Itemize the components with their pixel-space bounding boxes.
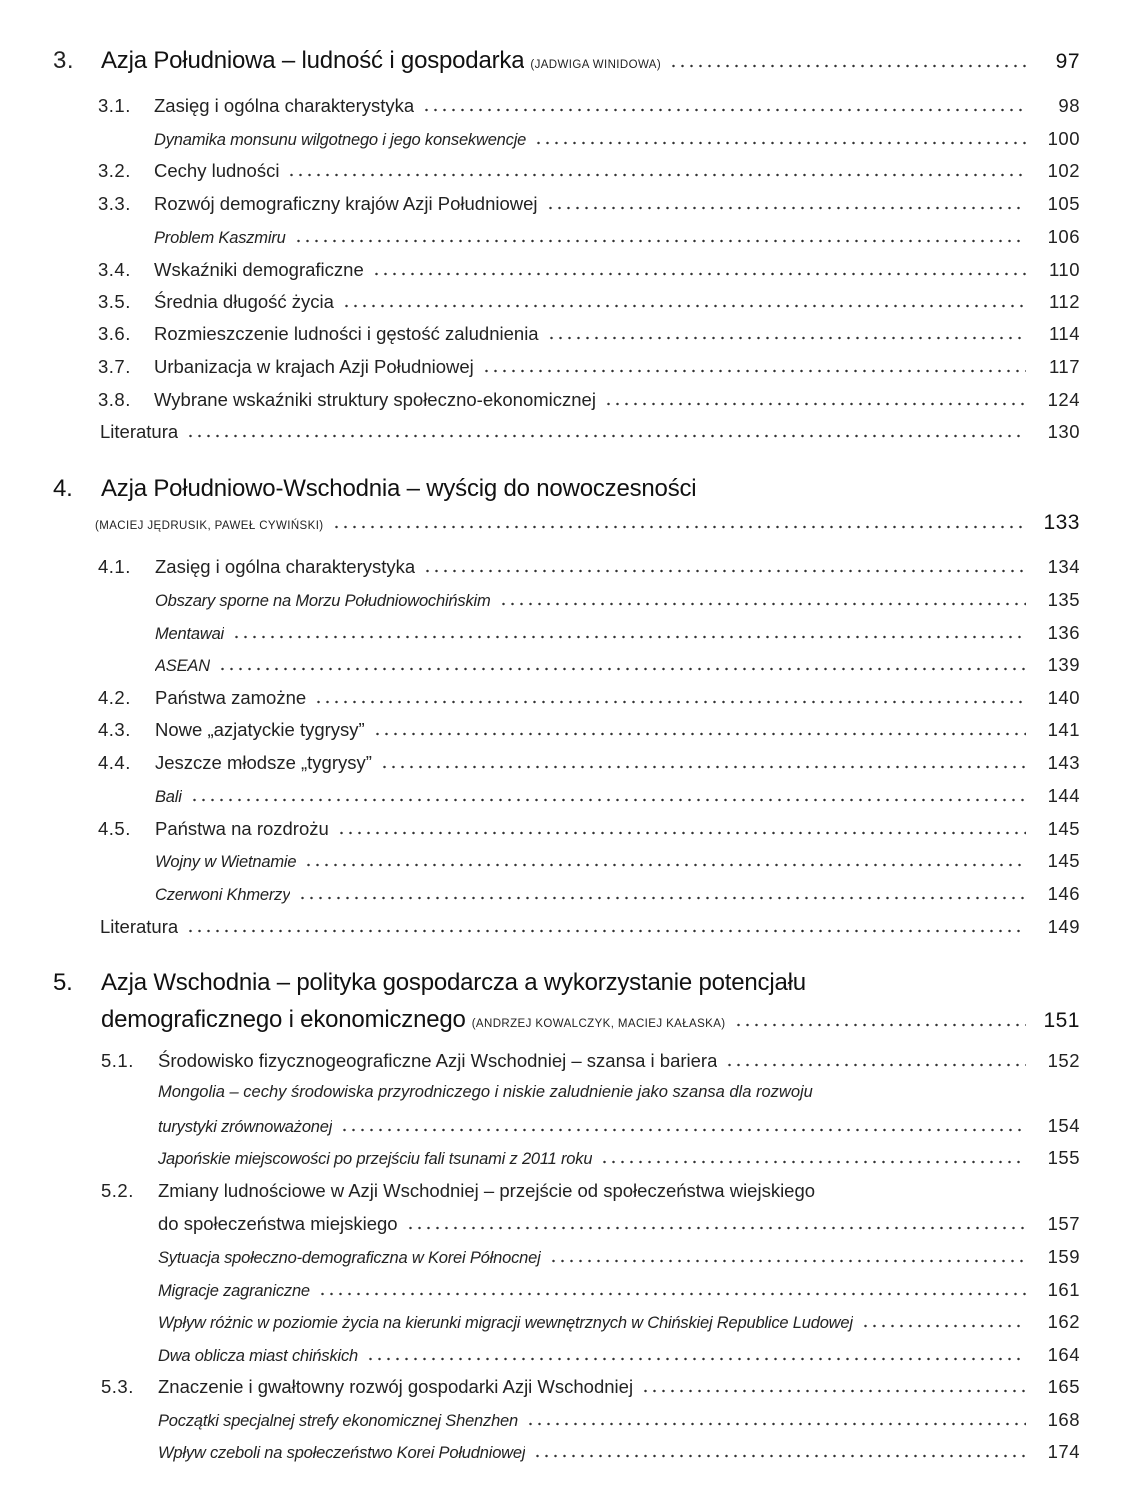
toc-entry [0,589,1124,611]
dot-leader [316,1282,1026,1296]
toc-entry-label: Literatura [100,916,179,937]
toc-entry-label: do społeczeństwa miejskiego [158,1213,398,1234]
dot-leader [335,821,1026,835]
dot-leader [378,755,1026,769]
dot-leader [602,392,1026,406]
toc-entry [0,1376,1124,1398]
chapter-title-line1: Azja Wschodnia – polityka gospodarcza a wykorzystanie potencjału [101,969,806,996]
dot-leader [340,294,1026,308]
section-number: 4.2. [98,687,131,708]
page-number: 100 [1047,128,1080,149]
dot-leader [723,1053,1026,1067]
section-number: 5.2. [101,1180,134,1201]
section-number: 3.6. [98,323,131,344]
page-number: 133 [1043,511,1080,534]
toc-entry-label: ASEAN [155,657,210,675]
toc-entry [0,193,1124,215]
toc-entry-label: turystyki zrównoważonej [158,1118,333,1136]
chapter-authors: (JADWIGA WINIDOWA) [530,59,662,71]
page-number: 164 [1047,1344,1080,1365]
toc-entry-label: Migracje zagraniczne [158,1282,310,1300]
toc-entry-label: Obszary sporne na Morzu Południowochińskim [155,592,491,610]
chapter-number: 3. [53,47,75,74]
chapter-number: 5. [53,969,73,996]
section-number: 3.8. [98,389,131,410]
toc-entry [0,850,1124,872]
page-number: 112 [1049,291,1080,312]
dot-leader [184,424,1026,438]
toc-entry [0,719,1124,741]
toc-entry-label: Rozmieszczenie ludności i gęstość zaludnienia [154,323,539,344]
page-number: 143 [1047,752,1080,773]
dot-leader [859,1314,1026,1328]
toc-entry [0,556,1124,578]
section-number: 3.7. [98,356,131,377]
toc-entry-label: Zasięg i ogólna charakterystyka [154,95,415,116]
page-number: 114 [1049,323,1080,344]
toc-entry [0,1279,1124,1301]
toc-entry [0,1246,1124,1268]
section-number: 5.1. [101,1050,134,1071]
toc-entry [0,687,1124,709]
toc-entry-label: Literatura [100,421,179,442]
dot-leader [285,163,1026,177]
page-number: 136 [1047,622,1080,643]
page-number: 144 [1047,785,1080,806]
toc-entry [0,356,1124,378]
page-number: 152 [1047,1050,1080,1071]
toc-entry-label: Państwa na rozdrożu [155,818,329,839]
section-number: 4.4. [98,752,131,773]
toc-entry-label: Jeszcze młodsze „tygrysy” [155,752,372,773]
toc-entry [0,1213,1124,1235]
toc-entry [0,1441,1124,1463]
toc-entry-label: Średnia długość życia [154,291,334,312]
toc-entry [0,259,1124,281]
toc-entry [0,1115,1124,1137]
dot-leader [420,98,1026,112]
dot-leader [296,886,1026,900]
page-number: 134 [1047,556,1080,577]
chapter-title: Azja Południowa – ludność i gospodarka [101,47,525,74]
dot-leader [188,788,1026,802]
section-number: 3.3. [98,193,131,214]
page-number: 149 [1047,916,1080,937]
toc-entry-label: Znaczenie i gwałtowny rozwój gospodarki Azji Wschodniej [158,1376,634,1397]
toc-entry-label: Cechy ludności [154,160,280,181]
toc-entry-label: Problem Kaszmiru [154,229,286,247]
toc-entry-label: Początki specjalnej strefy ekonomicznej Shenzhen [158,1412,519,1430]
dot-leader [338,1118,1026,1132]
toc-entry-line1 [158,1083,813,1102]
dot-leader [732,1013,1026,1027]
page-number: 151 [1043,1009,1080,1032]
toc-entry [0,421,1124,443]
page-number: 145 [1047,850,1080,871]
dot-leader [404,1216,1026,1230]
dot-leader [667,54,1026,68]
page-number: 124 [1047,389,1080,410]
chapter-title-line2: demograficznego i ekonomicznego [101,1006,466,1033]
dot-leader [531,1444,1026,1458]
page-number: 98 [1058,95,1080,116]
page-number: 106 [1047,226,1080,247]
toc-entry-label: Bali [155,788,182,806]
toc-entry [0,654,1124,676]
toc-entry-label: Wskaźniki demograficzne [154,259,364,280]
page-number: 157 [1047,1213,1080,1234]
dot-leader [330,515,1026,529]
toc-entry-line1 [101,1180,816,1202]
chapter-authors-row [0,511,1124,535]
section-number: 5.3. [101,1376,134,1397]
section-number: 4.5. [98,818,131,839]
page-number: 154 [1047,1115,1080,1136]
toc-entry-label: Urbanizacja w krajach Azji Południowej [154,356,474,377]
toc-entry [0,818,1124,840]
page-number: 140 [1047,687,1080,708]
toc-entry-label: Zasięg i ogólna charakterystyka [155,556,416,577]
page-number: 139 [1047,654,1080,675]
toc-entry-label: Rozwój demograficzny krajów Azji Południowej [154,193,538,214]
dot-leader [230,625,1026,639]
toc-entry [0,323,1124,345]
toc-entry [0,1147,1124,1169]
toc-entry-label: Wpływ różnic w poziomie życia na kierunki migracji wewnętrznych w Chińskiej Republice Ludowej [158,1314,853,1332]
chapter-authors: (MACIEJ JĘDRUSIK, PAWEŁ CYWIŃSKI) [95,520,324,532]
page-number: 155 [1047,1147,1080,1168]
chapter-title-line2-row [0,1006,1124,1034]
toc-entry [0,226,1124,248]
page-number: 102 [1047,160,1080,181]
toc-entry [0,291,1124,313]
page-number: 162 [1047,1311,1080,1332]
section-number: 3.4. [98,259,131,280]
section-number: 3.1. [98,95,131,116]
page-number: 135 [1047,589,1080,610]
toc-entry [0,752,1124,774]
page-number: 141 [1047,719,1080,740]
toc-entry [0,916,1124,938]
dot-leader [545,326,1026,340]
page-number: 117 [1049,356,1080,377]
toc-entry-label: Nowe „azjatyckie tygrysy” [155,719,365,740]
toc-entry-label: Japońskie miejscowości po przejściu fali tsunami z 2011 roku [158,1150,593,1168]
toc-entry-label: Państwa zamożne [155,687,307,708]
page-number: 105 [1047,193,1080,214]
chapter-number: 4. [53,475,73,502]
page-number: 159 [1047,1246,1080,1267]
toc-entry-label: Środowisko fizycznogeograficzne Azji Wschodniej – szansa i bariera [158,1050,718,1071]
page-number: 97 [1055,50,1080,73]
toc-entry-label: Wpływ czeboli na społeczeństwo Korei Południowej [158,1444,526,1462]
page-number: 165 [1047,1376,1080,1397]
page-number: 130 [1047,421,1080,442]
page-number: 110 [1049,259,1080,280]
dot-leader [497,592,1026,606]
toc-entry-label: Mentawai [155,625,225,643]
page-number: 168 [1047,1409,1080,1430]
dot-leader [598,1150,1026,1164]
dot-leader [532,131,1026,145]
toc-entry-text: Mongolia – cechy środowiska przyrodniczego i niskie zaludnienie jako szansa dla rozwoju [158,1083,813,1101]
toc-entry [0,95,1124,117]
dot-leader [292,229,1026,243]
chapter-heading [0,47,1124,75]
page-number: 161 [1047,1279,1080,1300]
toc-entry [0,1311,1124,1333]
dot-leader [524,1412,1026,1426]
dot-leader [544,196,1026,210]
dot-leader [216,657,1026,671]
chapter-title: Azja Południowo-Wschodnia – wyścig do nowoczesności [101,475,697,502]
toc-entry [0,1050,1124,1072]
toc-entry-label: Czerwoni Khmerzy [155,886,291,904]
section-number: 3.5. [98,291,131,312]
toc-entry-text: Zmiany ludnościowe w Azji Wschodniej – przejście od społeczeństwa wiejskiego [158,1180,816,1201]
page-number: 174 [1047,1441,1080,1462]
toc-entry-label: Wybrane wskaźniki struktury społeczno-ekonomicznej [154,389,596,410]
dot-leader [364,1347,1026,1361]
toc-entry-label: Dwa oblicza miast chińskich [158,1347,359,1365]
page-number: 146 [1047,883,1080,904]
dot-leader [639,1379,1026,1393]
toc-entry [0,883,1124,905]
toc-entry [0,622,1124,644]
section-number: 4.3. [98,719,131,740]
toc-entry [0,389,1124,411]
dot-leader [312,690,1026,704]
dot-leader [370,262,1026,276]
toc-entry [0,785,1124,807]
section-number: 4.1. [98,556,131,577]
toc-entry-label: Dynamika monsunu wilgotnego i jego konsekwencje [154,131,527,149]
dot-leader [421,559,1026,573]
toc-entry [0,1409,1124,1431]
dot-leader [184,919,1026,933]
toc-entry [0,128,1124,150]
dot-leader [371,722,1026,736]
toc-entry [0,1344,1124,1366]
section-number: 3.2. [98,160,131,181]
page-number: 145 [1047,818,1080,839]
toc-entry-label: Wojny w Wietnamie [155,853,297,871]
toc-entry [0,160,1124,182]
dot-leader [547,1249,1026,1263]
dot-leader [480,359,1026,373]
dot-leader [302,853,1026,867]
chapter-authors: (ANDRZEJ KOWALCZYK, MACIEJ KAŁASKA) [471,1018,726,1030]
toc-entry-label: Sytuacja społeczno-demograficzna w Korei Północnej [158,1249,541,1267]
